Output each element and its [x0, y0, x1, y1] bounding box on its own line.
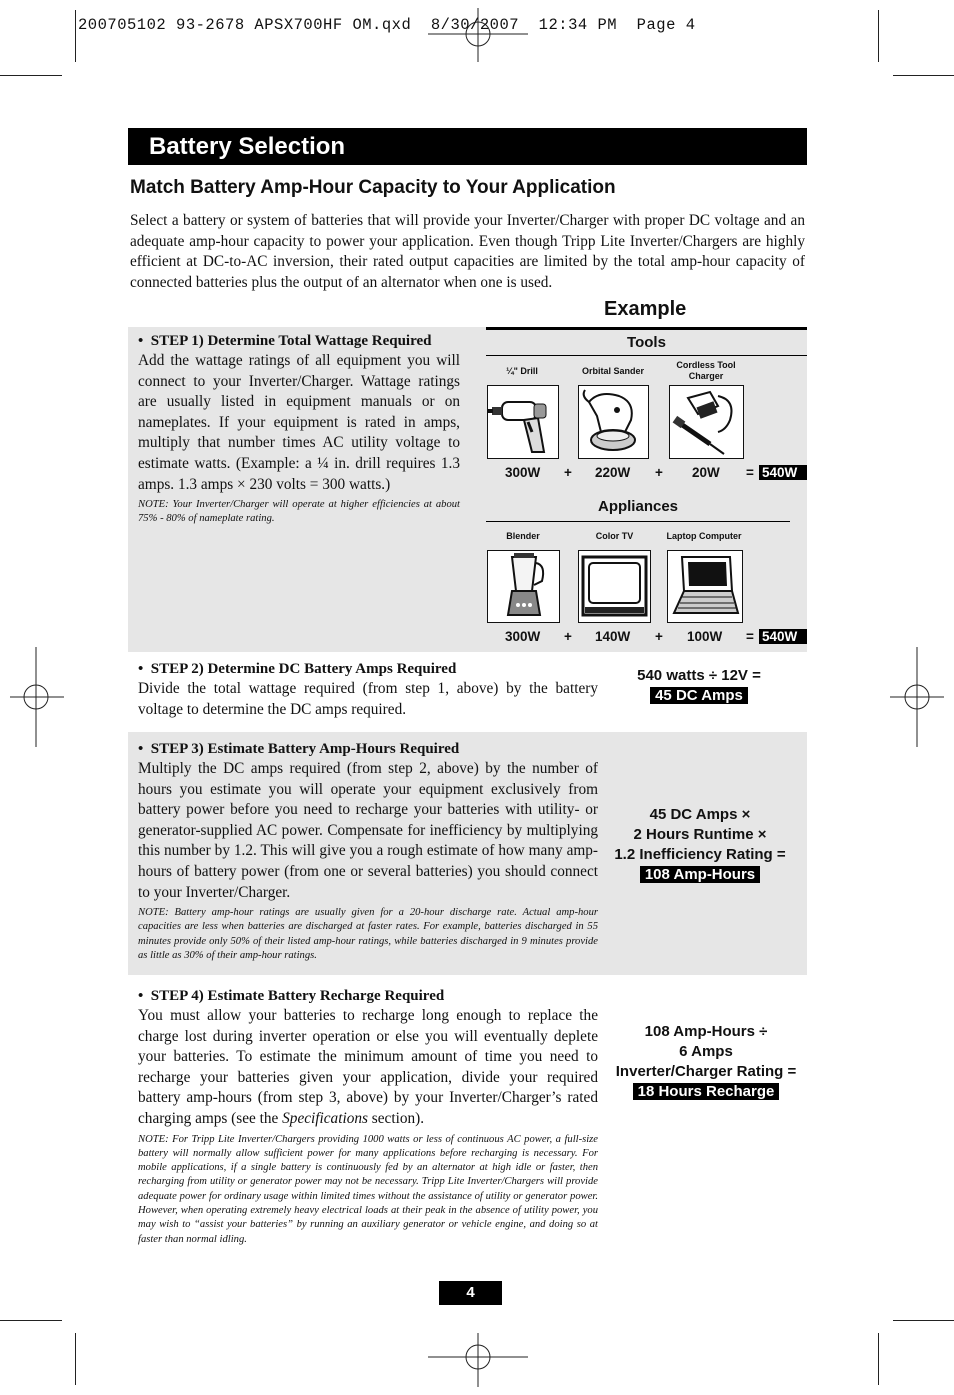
- crop-mark: [0, 1320, 62, 1321]
- tool-label-sander: Orbital Sander: [581, 366, 644, 376]
- bullet: •: [138, 333, 144, 349]
- tool-watts-sander: 220W: [595, 465, 631, 480]
- tool-label-charger: Cordless Tool Charger: [676, 360, 736, 381]
- step4-title: [138, 986, 598, 1006]
- example-rule: [486, 327, 807, 330]
- step1-text: [138, 331, 460, 527]
- step2-calc: [608, 666, 790, 706]
- step4-body-text: You must allow your batteries to recharge long enough to replace the charge lost during inverter operation or else you will eventually deplete your batteries. To estimate the minimum amount of time you need to recharge your batteries given your application, divide your required battery amp-hours (from step 3, above) by your Inverter/Charger’s rated charging amps (see the: [138, 1007, 598, 1127]
- step4-body: [138, 1006, 598, 1130]
- crop-mark: [893, 75, 954, 76]
- step1-note: NOTE: Your Inverter/Charger will operate at higher efficiencies at about 75% - 80% of nameplate rating.: [138, 499, 460, 525]
- crop-mark: [878, 1333, 879, 1385]
- step3-calc-line1: 45 DC Amps ×: [649, 806, 751, 823]
- step4-note: NOTE: For Tripp Lite Inverter/Chargers providing 1000 watts or less of continuous AC power, a full-size battery will normally allow sufficient power for many applications before recharging is necessary. For mobile applications, if a single battery is continuously fed by an alternator at high idle or faster, then recharging from utility or generator power may not be necessary. Tripp Lite Inverter/Chargers will provide adequate power for ordinary usage within limited times without the assistance of utility or generator power. However, when operating extremely heavy electrical loads at their peak in the absence of utility power, you may wish to “assist your batteries” by running an auxiliary generator or vehicle engine, and doing so at faster than normal idling.: [138, 1133, 598, 1245]
- step3-result: 108 Amp-Hours: [640, 866, 760, 883]
- sander-icon: [578, 385, 649, 459]
- crop-mark: [75, 1333, 76, 1385]
- registration-mark-right: [890, 647, 944, 747]
- step2-title-text: STEP 2) Determine DC Battery Amps Required: [150, 661, 457, 677]
- file-slug: 200705102 93-2678 APSX700HF OM.qxd 8/30/2007 12:34 PM Page 4: [78, 16, 696, 34]
- step1-title-text: STEP 1) Determine Total Wattage Required: [150, 333, 432, 349]
- plus-sign: +: [564, 465, 572, 480]
- step3-calc-line3: 1.2 Inefficiency Rating =: [614, 846, 786, 863]
- step2-result: 45 DC Amps: [650, 687, 748, 704]
- bullet: •: [138, 988, 144, 1004]
- appliance-watts-laptop: 100W: [687, 629, 723, 644]
- appliance-label-blender: Blender: [506, 531, 540, 541]
- tools-total: 540W: [759, 465, 807, 480]
- registration-mark-bottom: [428, 1333, 528, 1387]
- blender-icon: [487, 550, 560, 623]
- step3-text: [138, 739, 598, 963]
- appliances-total: 540W: [759, 629, 807, 644]
- step4-calc-line2: 6 Amps: [679, 1043, 733, 1060]
- step3-note: NOTE: Battery amp-hour ratings are usually given for a 20-hour discharge rate. Actual amp-hour capacities are less when batteries are discharged at faster rates. For example, batteries discharged in 55 minutes provide only 50% of their listed amp-hour ratings, while batteries discharged in 9 minutes provide as little as 30% of their amp-hour ratings.: [138, 907, 598, 962]
- equals-sign: =: [746, 465, 754, 480]
- step4-calc-line1: 108 Amp-Hours ÷: [644, 1023, 768, 1040]
- registration-mark-left: [10, 647, 64, 747]
- laptop-icon: [667, 550, 743, 623]
- crop-mark: [878, 10, 879, 62]
- appliances-rule: [486, 521, 790, 522]
- step3-body: Multiply the DC amps required (from step 2, above) by the number of hours you estimate you will operate your equipment exclusively from battery power before you need to recharge your batteries with utility- or generator-supplied AC power. Compensate for inefficiency by multiplying this number by 1.2. This will give you a rough estimate of how many amp-hours of battery power (from one or several batteries) you should connect to your Inverter/Charger.: [138, 760, 598, 901]
- step3-calc-line2: 2 Hours Runtime ×: [633, 826, 767, 843]
- step3-title: [138, 739, 598, 759]
- crop-mark: [75, 10, 76, 62]
- specifications-reference: Specifications: [282, 1109, 368, 1127]
- step4-title-text: STEP 4) Estimate Battery Recharge Required: [150, 988, 445, 1004]
- intro-paragraph: Select a battery or system of batteries that will provide your Inverter/Charger with proper DC voltage and an adequate amp-hour capacity to power your application. Even though Tripp Lite Inverter/Chargers are highly efficient at DC-to-AC inversion, their rated output capacities are limited by the total amp-hour capacity of connected batteries plus the output of an alternator when one is used.: [130, 212, 805, 291]
- step4-calc-line3: Inverter/Charger Rating =: [615, 1063, 797, 1080]
- step4-text: [138, 986, 598, 1247]
- plus-sign: +: [564, 629, 572, 644]
- step4-body-end: section).: [367, 1109, 425, 1127]
- tools-heading: Tools: [627, 334, 666, 351]
- tool-watts-drill: 300W: [505, 465, 541, 480]
- step2-text: [138, 659, 598, 720]
- step4-result: 18 Hours Recharge: [633, 1083, 780, 1100]
- tool-watts-charger: 20W: [692, 465, 720, 480]
- crop-mark: [893, 1320, 954, 1321]
- tool-charger-icon: [669, 385, 744, 459]
- tools-rule: [486, 355, 807, 356]
- drill-icon: [487, 385, 559, 459]
- plus-sign: +: [655, 465, 663, 480]
- step3-calc: [602, 805, 798, 885]
- bullet: •: [138, 741, 144, 757]
- step4-calc: [602, 1022, 810, 1102]
- appliance-label-laptop: Laptop Computer: [666, 531, 742, 541]
- step2-title: [138, 659, 598, 679]
- appliances-heading: Appliances: [597, 498, 679, 515]
- step2-body: Divide the total wattage required (from step 1, above) by the battery voltage to determine the DC amps required.: [138, 680, 598, 718]
- appliance-label-tv: Color TV: [595, 531, 634, 541]
- step2-calc-line: 540 watts ÷ 12V =: [637, 667, 761, 684]
- step1-body: Add the wattage ratings of all equipment you will connect to your Inverter/Charger. Wattage ratings are usually listed in equipment manuals or on nameplates. If your equipment is rated in amps, multiply that number times AC utility voltage to estimate watts. (Example: a ¼ in. drill requires 1.3 amps. 1.3 amps × 230 volts = 300 watts.): [138, 352, 460, 493]
- appliance-watts-tv: 140W: [595, 629, 631, 644]
- crop-mark: [0, 75, 62, 76]
- plus-sign: +: [655, 629, 663, 644]
- appliance-watts-blender: 300W: [505, 629, 541, 644]
- equals-sign: =: [746, 629, 754, 644]
- page-number: 4: [439, 1281, 502, 1305]
- example-heading: Example: [604, 298, 687, 320]
- tv-icon: [578, 550, 651, 623]
- bullet: •: [138, 661, 144, 677]
- section-heading: Match Battery Amp-Hour Capacity to Your Application: [130, 177, 616, 198]
- page-title: Battery Selection: [128, 128, 807, 165]
- step1-title: [138, 331, 460, 351]
- tool-label-drill: ¼" Drill: [506, 366, 538, 376]
- step3-title-text: STEP 3) Estimate Battery Amp-Hours Required: [150, 741, 460, 757]
